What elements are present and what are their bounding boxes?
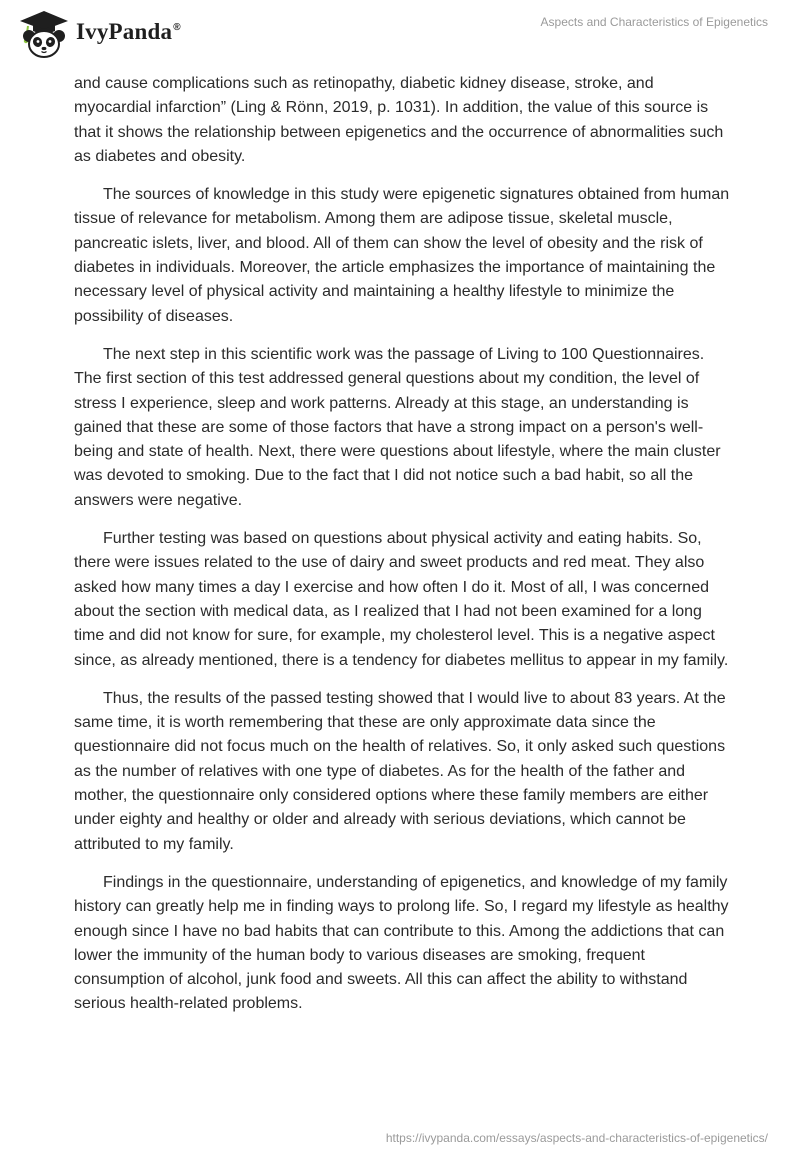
paragraph: Findings in the questionnaire, understanding of epigenetics, and knowledge of my family history can greatly help me in finding ways to prolong life. So, I regard my lifestyle as healthy enough since I have no bad habits that can contribute to this. Among the addictions that can lower the immunity of the human body to various diseases are smoking, frequent consumption of alcohol, junk food and sweets. All this can affect the ability to withstand serious health-related problems. [74, 873, 729, 1013]
logo-wordmark [76, 19, 181, 45]
paragraph: The next step in this scientific work was the passage of Living to 100 Questionnaires. The first section of this test addressed general questions about my condition, the level of stress I experience, sleep and work patterns. Already at this stage, an understanding is gained that these are some of those factors that have a strong impact on a person's well-being and state of health. Next, there were questions about lifestyle, where the main cluster was devoted to smoking. Due to the fact that I did not notice such a bad habit, so all the answers were negative. [74, 345, 721, 509]
source-url[interactable]: https://ivypanda.com/essays/aspects-and-characteristics-of-epigenetics/ [385, 1131, 768, 1145]
document-title: Aspects and Characteristics of Epigenetics [540, 15, 768, 29]
logo[interactable] [16, 6, 181, 62]
registered-mark: ® [173, 22, 181, 34]
panda-graduate-icon [16, 6, 72, 62]
logo-name: IvyPanda [76, 19, 173, 44]
paragraph: The sources of knowledge in this study were epigenetic signatures obtained from human tissue of relevance for metabolism. Among them are adipose tissue, skeletal muscle, pancreatic islets, liver, and blood. All of them can show the level of obesity and the risk of diabetes in individuals. Moreover, the article emphasizes the importance of maintaining the necessary level of physical activity and maintaining a healthy lifestyle to minimize the possibility of diseases. [74, 186, 730, 325]
paragraph: and cause complications such as retinopathy, diabetic kidney disease, stroke, and myocardial infarction” (Ling & Rönn, 2019, p. 1031). In addition, the value of this source is that it shows the relationship between epigenetics and the occurrence of abnormalities such as diabetes and obesity. [74, 75, 724, 165]
paragraph: Further testing was based on questions about physical activity and eating habits. So, there were issues related to the use of dairy and sweet products and red meat. They also asked how many times a day I exercise and how often I do it. Most of all, I was concerned about the section with medical data, as I realized that I had not been examined for a long time and did not know for sure, for example, my cholesterol level. This is a negative aspect since, as already mentioned, there is a tendency for diabetes mellitus to appear in my family. [74, 530, 729, 669]
page-header [0, 0, 800, 68]
essay-body [74, 72, 734, 1031]
paragraph: Thus, the results of the passed testing showed that I would live to about 83 years. At the same time, it is worth remembering that these are only approximate data since the questionnaire did not focus much on the health of relatives. So, it only asked such questions as the number of relatives with one type of diabetes. As for the health of the father and mother, the questionnaire only considered options where these family members are either under eighty and healthy or older and already with serious deviations, which cannot be attributed to my family. [74, 689, 726, 853]
